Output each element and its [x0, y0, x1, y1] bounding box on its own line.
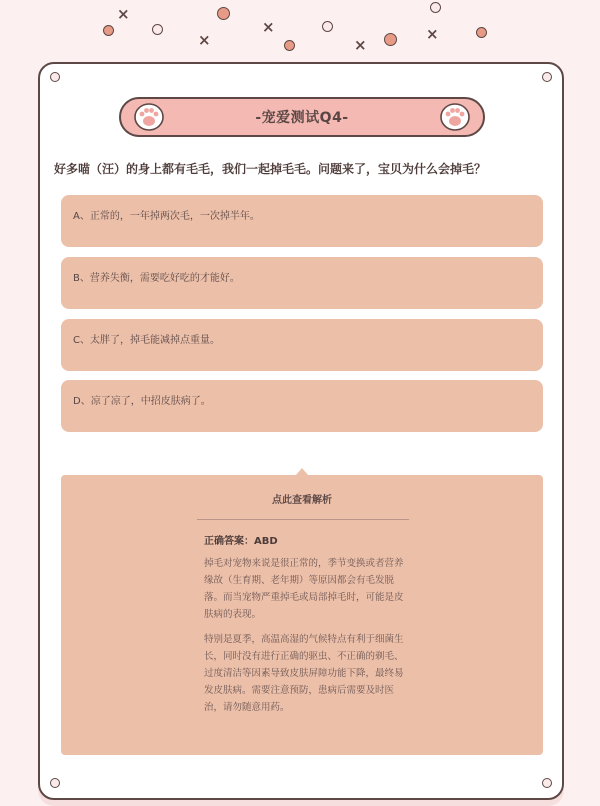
option-d-button[interactable] — [61, 380, 543, 432]
option-c-button[interactable] — [61, 319, 543, 371]
option-label: A、正常的，一年掉两次毛，一次掉半年。 — [73, 211, 260, 222]
correct-answer: 正确答案：ABD — [204, 536, 278, 547]
question-text: 好多喵（汪）的身上都有毛毛，我们一起掉毛毛。问题来了，宝贝为什么会掉毛？ — [54, 162, 487, 176]
analysis-paragraph-1: 掉毛对宠物来说是很正常的，季节变换或者营养缘故（生育期、老年期）等原因都会有毛发脱落。而当宠物严重掉毛或局部掉毛时，可能是皮肤病的表现。 — [204, 558, 404, 620]
panel-notch — [296, 468, 308, 475]
option-b-button[interactable] — [61, 257, 543, 309]
circle-icon — [152, 24, 163, 35]
analysis-paragraph-2: 特别是夏季，高温高湿的气候特点有利于细菌生长，同时没有进行正确的驱虫、不正确的剃毛、过度清洁等因素导致皮肤屏障功能下降，最终易发皮肤病。需要注意预防，患病后需要及时医治，请勿随意用药。 — [204, 634, 404, 713]
circle-icon — [284, 40, 295, 51]
quiz-card — [38, 62, 564, 800]
circle-icon — [384, 33, 397, 46]
option-label: B、营养失衡，需要吃好吃的才能好。 — [73, 273, 240, 284]
circle-icon — [430, 2, 441, 13]
paw-icon — [439, 102, 471, 132]
circle-icon — [322, 21, 333, 32]
circle-icon — [103, 25, 114, 36]
divider — [197, 519, 409, 520]
circle-icon — [476, 27, 487, 38]
option-a-button[interactable] — [61, 195, 543, 247]
option-label: D、凉了凉了，中招皮肤病了。 — [73, 396, 211, 407]
corner-circle-icon — [542, 778, 552, 788]
reveal-analysis-button[interactable]: 点此查看解析 — [272, 495, 332, 506]
title-banner — [119, 97, 485, 137]
cross-icon: × — [117, 5, 130, 23]
option-label: C、太胖了，掉毛能减掉点重量。 — [73, 335, 220, 346]
cross-icon: × — [198, 31, 211, 49]
corner-circle-icon — [50, 72, 60, 82]
page-title: -宠爱测试Q4- — [255, 110, 349, 126]
circle-icon — [217, 7, 230, 20]
cross-icon: × — [262, 18, 275, 36]
paw-icon — [133, 102, 165, 132]
cross-icon: × — [426, 25, 439, 43]
analysis-panel — [61, 475, 543, 755]
corner-circle-icon — [542, 72, 552, 82]
corner-circle-icon — [50, 778, 60, 788]
cross-icon: × — [354, 36, 367, 54]
